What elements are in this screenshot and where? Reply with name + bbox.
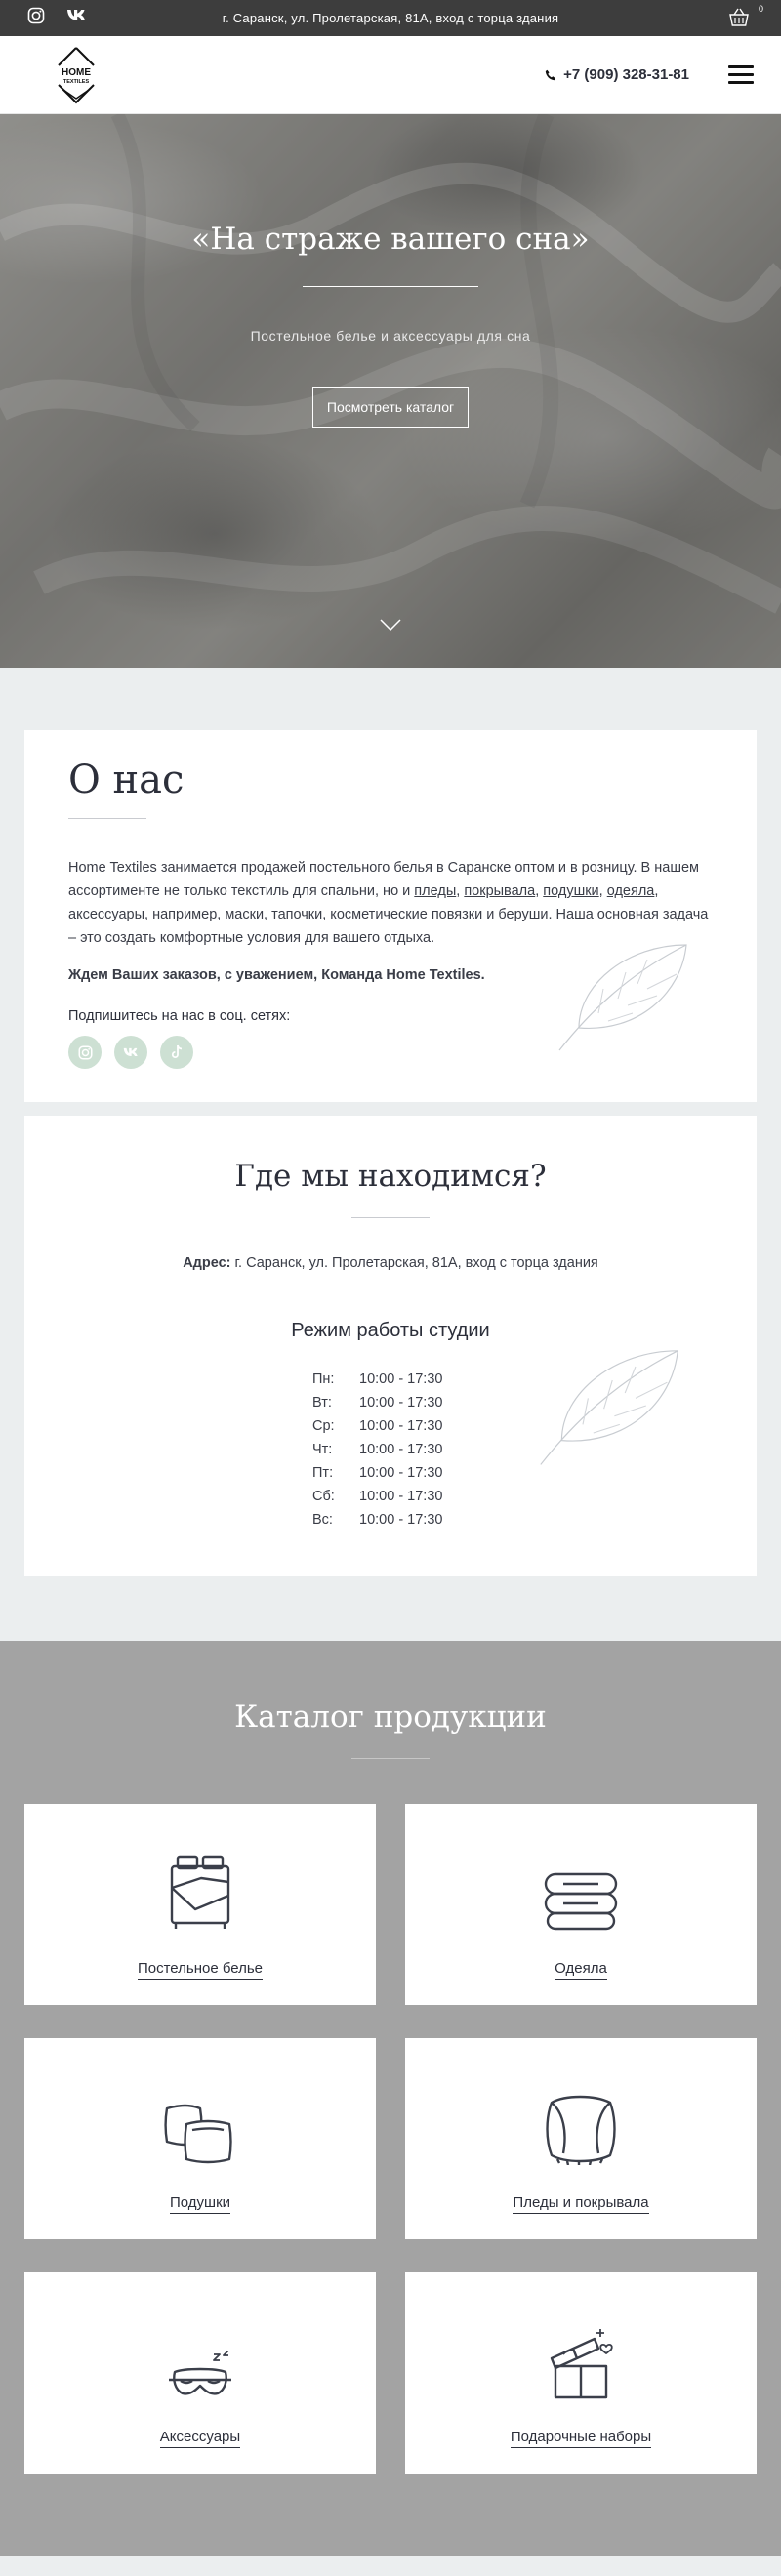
- hours-row: Вт: 10:00 - 17:30: [312, 1395, 443, 1411]
- plaid-icon: [544, 2077, 618, 2165]
- hours-title: Режим работы студии: [291, 1320, 490, 1341]
- top-bar: [0, 0, 781, 36]
- catalog-section: [0, 1641, 781, 2556]
- vk-icon[interactable]: [114, 1036, 147, 1069]
- location-divider: [351, 1217, 430, 1218]
- catalog-label[interactable]: Подарочные наборы: [511, 2429, 651, 2448]
- link-podushki[interactable]: подушки: [543, 883, 599, 899]
- logo[interactable]: [55, 46, 98, 104]
- hero-title: «На страже вашего сна»: [191, 222, 590, 257]
- blanket-icon: [542, 1843, 620, 1931]
- subscribe-label: Подпишитесь на нас в соц. сетях:: [68, 1008, 291, 1024]
- header-phone[interactable]: [545, 66, 689, 83]
- leaf-decoration-icon: [526, 1340, 692, 1472]
- gift-box-icon: [542, 2311, 620, 2399]
- about-divider: [68, 818, 146, 819]
- hours-row: Чт: 10:00 - 17:30: [312, 1442, 443, 1457]
- catalog-tile-plaids[interactable]: [405, 2038, 757, 2239]
- link-odeyala[interactable]: одеяла: [606, 883, 655, 899]
- about-signature: Ждем Ваших заказов, с уважением, Команда Home Textiles.: [68, 967, 485, 983]
- instagram-icon[interactable]: [68, 1036, 102, 1069]
- catalog-label[interactable]: Одеяла: [555, 1960, 607, 1980]
- info-section: [0, 668, 781, 1641]
- catalog-label[interactable]: Аксессуары: [160, 2429, 240, 2448]
- catalog-label[interactable]: Подушки: [170, 2194, 230, 2214]
- catalog-tile-bed-linen[interactable]: [24, 1804, 376, 2005]
- basket-icon[interactable]: [728, 3, 763, 29]
- view-catalog-button[interactable]: Посмотреть каталог: [312, 387, 469, 428]
- catalog-title: Каталог продукции: [234, 1699, 547, 1735]
- hero-banner: [0, 114, 781, 668]
- catalog-tile-blankets[interactable]: [405, 1804, 757, 2005]
- hero-divider: [303, 286, 478, 287]
- cart-count: 0: [758, 3, 763, 14]
- about-text: Home Textiles занимается продажей постельного белья в Саранске оптом и в розницу. В нашем ассортименте не только текстиль для спальни, но и пледы, покрывала, подушки, одеяла, аксессуары, например, маски, тапочки, косметические повязки и беруши. Наша основная задача – это создать комфортные условия для вашего отдыха.: [68, 860, 709, 946]
- site-header: [0, 36, 781, 114]
- phone-icon: [545, 69, 556, 81]
- link-pledy[interactable]: пледы: [414, 883, 457, 899]
- catalog-tile-gift-sets[interactable]: [405, 2272, 757, 2474]
- about-card: [24, 730, 757, 1102]
- catalog-divider: [351, 1758, 430, 1759]
- top-address: г. Саранск, ул. Пролетарская, 81А, вход с торца здания: [222, 11, 559, 25]
- location-title: Где мы находимся?: [234, 1159, 547, 1194]
- catalog-label[interactable]: Пледы и покрывала: [513, 2194, 648, 2214]
- pillows-icon: [161, 2077, 239, 2165]
- hours-row: Ср: 10:00 - 17:30: [312, 1418, 443, 1434]
- link-pokryvala[interactable]: покрывала: [464, 883, 536, 899]
- location-card: [24, 1116, 757, 1576]
- catalog-tile-pillows[interactable]: [24, 2038, 376, 2239]
- sleep-mask-icon: [161, 2311, 239, 2399]
- hours-row: Пт: 10:00 - 17:30: [312, 1465, 443, 1481]
- chevron-down-icon[interactable]: [380, 619, 401, 631]
- hero-subtitle: Постельное белье и аксессуары для сна: [250, 328, 531, 344]
- instagram-icon[interactable]: [27, 7, 45, 29]
- bed-linen-icon: [166, 1843, 234, 1931]
- location-address: Адрес: г. Саранск, ул. Пролетарская, 81А, вход с торца здания: [183, 1255, 598, 1271]
- catalog-grid: [24, 1804, 757, 2474]
- catalog-label[interactable]: Постельное белье: [138, 1960, 263, 1980]
- tiktok-icon[interactable]: [160, 1036, 193, 1069]
- svg-text:TEXTILES: TEXTILES: [62, 78, 90, 85]
- menu-burger-icon[interactable]: [728, 65, 754, 84]
- catalog-tile-accessories[interactable]: [24, 2272, 376, 2474]
- phone-number[interactable]: +7 (909) 328-31-81: [563, 66, 689, 83]
- hours-row: Вс: 10:00 - 17:30: [312, 1512, 443, 1528]
- about-title: О нас: [68, 757, 185, 802]
- social-links: [27, 7, 88, 29]
- link-aksessuary[interactable]: аксессуары: [68, 907, 145, 922]
- hours-table: [312, 1368, 469, 1532]
- hours-row: Пн: 10:00 - 17:30: [312, 1371, 443, 1387]
- hours-row: Сб: 10:00 - 17:30: [312, 1489, 443, 1504]
- vk-icon[interactable]: [66, 9, 88, 27]
- leaf-decoration-icon: [550, 935, 696, 1057]
- svg-text:HOME: HOME: [62, 66, 91, 78]
